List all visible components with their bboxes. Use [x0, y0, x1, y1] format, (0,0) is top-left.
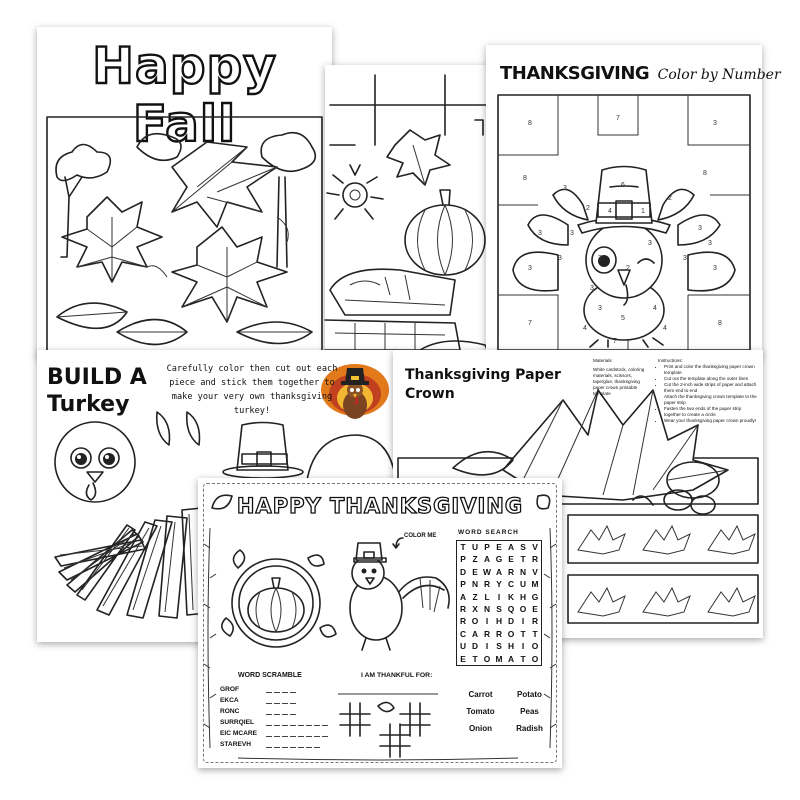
word-search-letter: K [507, 591, 515, 602]
build-turkey-title: BUILD A Turkey [47, 365, 147, 417]
number-label: 7 [528, 320, 532, 327]
word-search-letter: R [531, 554, 539, 565]
word-search-letter: D [471, 641, 479, 652]
word-search-letter: V [532, 542, 538, 552]
word-search-letter: G [495, 554, 503, 565]
word-search-letter: N [519, 566, 527, 577]
word-scramble-row [220, 706, 350, 717]
word-search-letter: A [459, 591, 467, 602]
paper-crown-materials [593, 358, 653, 397]
happy-fall-title: Happy Fall [92, 37, 277, 153]
thanksgiving-pie-coloring-page [325, 65, 500, 365]
word-search-title: WORD SEARCH [458, 529, 519, 536]
answer-blanks[interactable] [266, 687, 296, 693]
thanksgiving-placemat-page [198, 478, 562, 768]
word-list-item: Carrot [468, 690, 493, 699]
number-label: 8 [703, 170, 707, 177]
word-scramble-row [220, 695, 350, 706]
pie-pumpkin-illustration [325, 65, 500, 365]
word-search-letter: H [519, 591, 527, 602]
number-label: 3 [598, 255, 602, 262]
number-label: 3 [570, 230, 574, 237]
number-label: 1 [641, 208, 645, 215]
scrambled-word: EKCA [220, 697, 239, 704]
instruction-step: • Cut the 2-inch wide strips of paper and attach them end to end [664, 382, 758, 394]
word-list-item: Peas [520, 707, 539, 716]
word-search-letter: I [485, 616, 489, 627]
word-search-letter: E [532, 603, 538, 614]
number-label: 8 [523, 175, 527, 182]
word-search-letter: E [472, 566, 478, 577]
word-search-letter: U [519, 579, 527, 590]
number-label: 3 [713, 265, 717, 272]
word-search-letter: R [483, 628, 491, 639]
autumn-leaves-illustration [47, 117, 322, 357]
word-search-letter: O [519, 603, 527, 614]
word-search-letter: P [484, 542, 490, 552]
number-label: 4 [583, 325, 587, 332]
answer-blanks[interactable] [266, 720, 328, 726]
word-search-letter: G [531, 591, 539, 602]
materials-text: White cardstock, coloring materials, scissors, tape/glue, thanksgiving paper crown printable template [593, 367, 645, 396]
word-search-letter: O [531, 653, 539, 664]
word-search-letter: C [459, 628, 467, 639]
instructions-heading: Instructions: [658, 358, 683, 363]
word-search-letter: O [507, 628, 515, 639]
number-label: 5 [621, 315, 625, 322]
number-label: 3 [648, 240, 652, 247]
word-search-letter: A [507, 653, 515, 664]
scrambled-word: RONC [220, 708, 240, 715]
word-search-letter: H [495, 616, 503, 627]
word-search-letter: H [507, 641, 515, 652]
number-label: 3 [713, 120, 717, 127]
word-search-letter: R [459, 603, 467, 614]
word-search-letter: V [532, 566, 538, 577]
word-list-item: Tomato [466, 707, 495, 716]
word-search-letter: I [521, 641, 525, 652]
number-label: 7 [613, 338, 617, 345]
word-search-letter: R [459, 616, 467, 627]
color-by-number-page [486, 45, 781, 357]
word-search-letter: A [471, 628, 479, 639]
instruction-step: • Print and color the thanksgiving paper crown template [664, 364, 758, 376]
instruction-step: • Attach the thanksgiving crown template to the paper strip [664, 394, 758, 406]
word-search-letter: E [496, 542, 502, 552]
word-scramble-title: WORD SCRAMBLE [238, 672, 302, 679]
word-search-letter: A [483, 554, 491, 565]
word-search-letter: N [471, 579, 479, 590]
word-search-letter: R [507, 566, 515, 577]
number-label: 3 [528, 265, 532, 272]
word-search-letter: M [531, 579, 539, 590]
word-search-letter: A [507, 542, 515, 552]
word-search-letter: Z [472, 554, 478, 565]
scrambled-word: SURRQIEL [220, 719, 255, 726]
word-scramble-row [220, 739, 350, 750]
word-list-item: Radish [516, 724, 543, 733]
word-search-letter: R [483, 579, 491, 590]
word-search-word-list [456, 690, 554, 733]
word-search-letter: T [520, 653, 526, 664]
number-label: 3 [590, 285, 594, 292]
instruction-step: • Cut out the template along the outer lines [664, 376, 758, 382]
word-search-letter: S [496, 641, 502, 652]
word-scramble-list [220, 684, 350, 750]
word-scramble-row [220, 728, 350, 739]
word-search-letter: N [483, 603, 491, 614]
answer-blanks[interactable] [266, 742, 320, 748]
word-search-letter: I [497, 591, 501, 602]
color-by-number-title: THANKSGIVING [500, 63, 650, 84]
word-list-item: Potato [517, 690, 542, 699]
scrambled-word: GROF [220, 686, 240, 693]
answer-blanks[interactable] [266, 731, 328, 737]
number-label: 2 [626, 265, 630, 272]
instruction-step: • Fasten the two ends of the paper strip together to create a circle [664, 406, 758, 418]
number-label: 6 [621, 182, 625, 189]
happy-fall-coloring-page [37, 27, 332, 357]
word-search-letter: E [460, 653, 466, 664]
word-search-letter: T [520, 554, 526, 565]
number-label: 4 [663, 325, 667, 332]
word-search-letter: U [459, 641, 467, 652]
number-label: 4 [653, 305, 657, 312]
placemat-title: HAPPY THANKSGIVING [236, 494, 524, 518]
number-label: 2 [668, 195, 672, 202]
instruction-step: • Wear your thanksgiving paper crown proudly! [664, 418, 758, 424]
word-search-letter: P [460, 554, 466, 565]
word-search-grid [456, 540, 542, 666]
number-label: 7 [616, 115, 620, 122]
number-label: 3 [683, 255, 687, 262]
word-search-letter: U [471, 542, 479, 552]
number-label: 8 [528, 120, 532, 127]
color-me-label: COLOR ME [404, 533, 437, 539]
word-search-letter: Y [496, 579, 502, 590]
word-search-letter: A [495, 566, 503, 577]
number-label: 4 [608, 208, 612, 215]
word-search-letter: L [484, 591, 490, 602]
word-search-letter: X [472, 603, 478, 614]
color-by-number-subtitle: Color by Number [657, 67, 781, 83]
number-label: 3 [698, 225, 702, 232]
word-search-letter: T [532, 628, 538, 639]
word-search-letter: W [483, 566, 491, 577]
color-by-number-heading [500, 63, 781, 84]
word-search-letter: T [472, 653, 478, 664]
word-search-letter: D [459, 566, 467, 577]
number-label: 3 [538, 230, 542, 237]
paper-crown-instructions [658, 358, 758, 424]
word-search-letter: D [507, 616, 515, 627]
build-turkey-instructions: Carefully color then cut out each piece and stick them together to make your very own thanksgiving turkey! [166, 364, 338, 416]
word-search-letter: E [508, 554, 514, 565]
word-search-letter: S [520, 542, 526, 552]
word-search-letter: O [483, 653, 491, 664]
thankful-for-label: I AM THANKFUL FOR: [361, 672, 433, 679]
word-search-letter: O [471, 616, 479, 627]
word-search-letter: Z [472, 591, 478, 602]
number-label: 3 [558, 255, 562, 262]
word-search-letter: R [495, 628, 503, 639]
word-search-letter: M [495, 653, 503, 664]
answer-blanks[interactable] [266, 709, 296, 715]
word-search-letter: T [520, 628, 526, 639]
number-label: 3 [563, 185, 567, 192]
word-search-letter: I [485, 641, 489, 652]
word-search-letter: T [460, 542, 466, 552]
word-search-letter: R [531, 616, 539, 627]
number-label: 8 [718, 320, 722, 327]
word-search-letter: C [507, 579, 515, 590]
scrambled-word: EIC MCARE [220, 730, 257, 737]
answer-blanks[interactable] [266, 698, 296, 704]
word-search-letter: S [496, 603, 502, 614]
word-scramble-row [220, 717, 350, 728]
number-label: 3 [598, 305, 602, 312]
word-search-letter: Q [507, 603, 515, 614]
word-search-letter: I [521, 616, 525, 627]
paper-crown-title: Thanksgiving Paper Crown [405, 367, 561, 402]
turkey-color-by-number-illustration [498, 95, 750, 350]
number-label: 2 [586, 205, 590, 212]
scrambled-word: STAREVH [220, 741, 252, 748]
materials-heading: Materials [593, 358, 612, 363]
word-scramble-row [220, 684, 350, 695]
number-label: 3 [708, 240, 712, 247]
word-search-letter: P [460, 579, 466, 590]
word-search-letter: O [531, 641, 539, 652]
word-list-item: Onion [468, 724, 493, 733]
